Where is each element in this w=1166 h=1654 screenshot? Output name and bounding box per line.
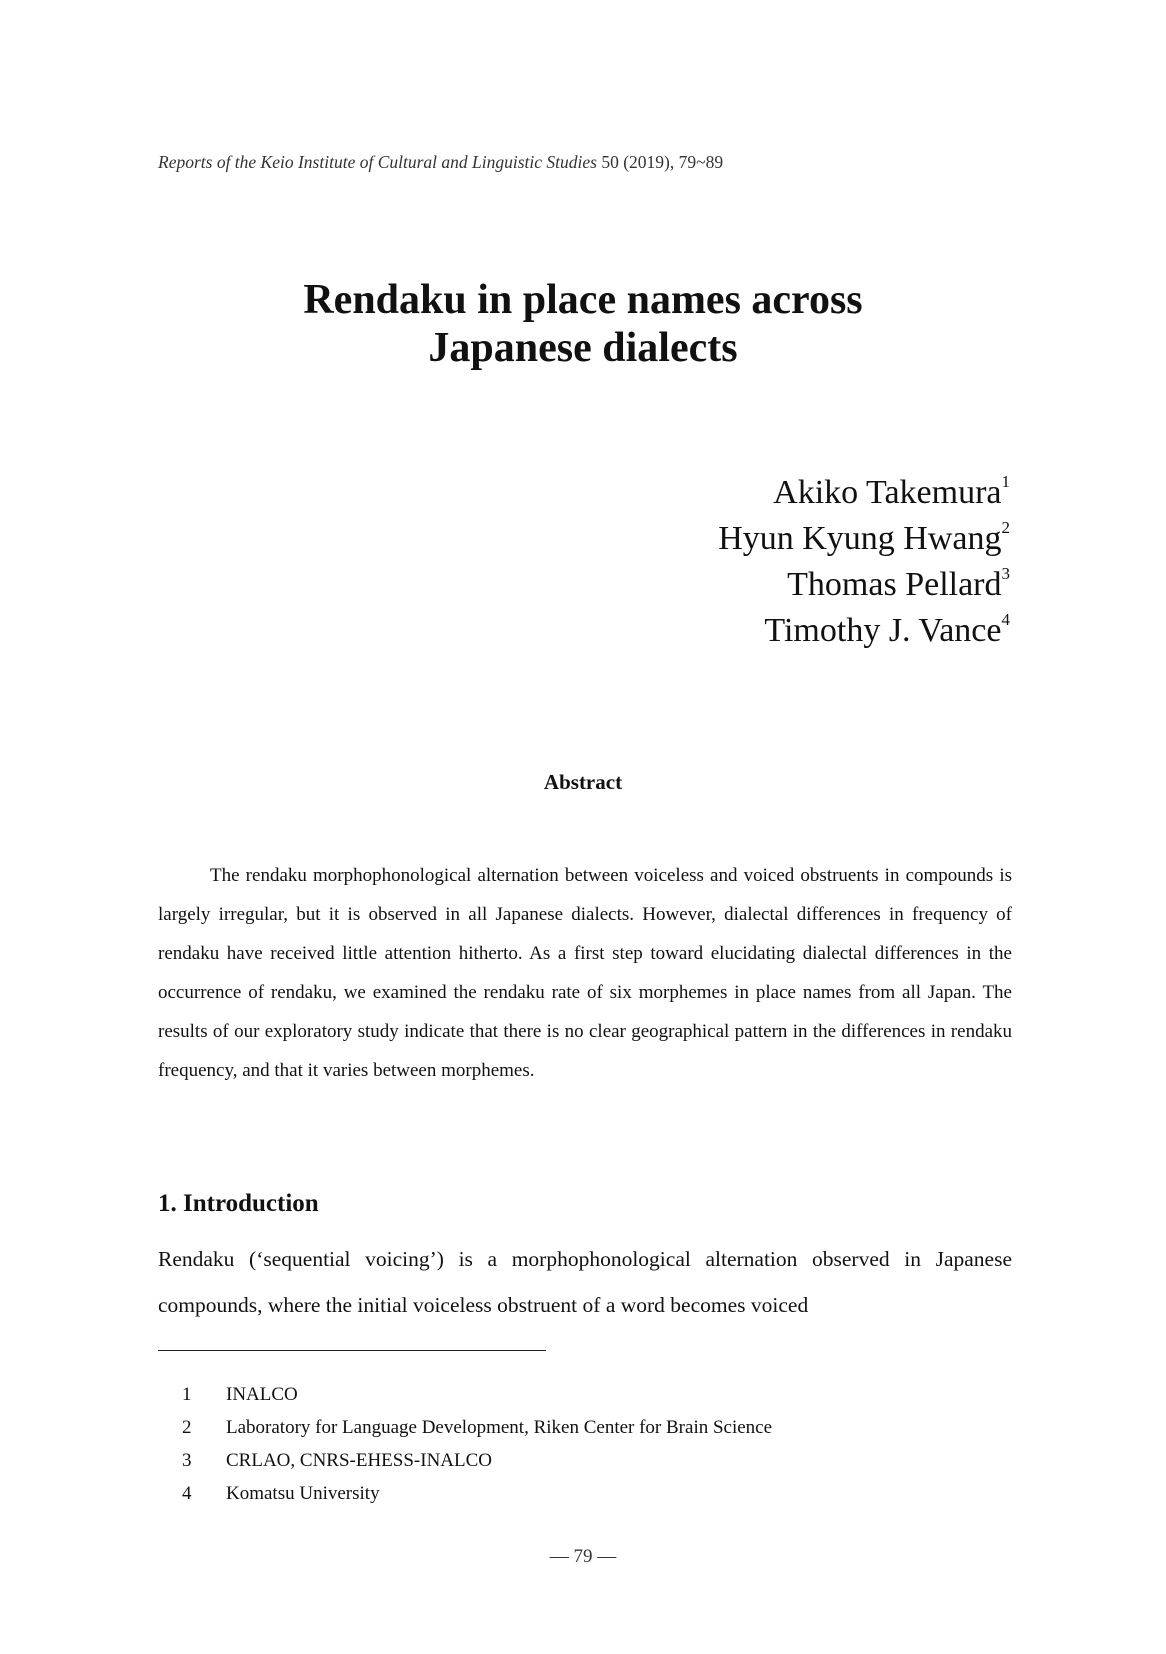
footnote-text: Laboratory for Language Development, Riken Center for Brain Science (226, 1417, 773, 1438)
running-header (158, 152, 723, 173)
footnote-divider (158, 1350, 546, 1351)
abstract-heading: Abstract (543, 770, 623, 794)
author-name: Akiko Takemura (773, 474, 1002, 511)
abstract-text: The rendaku morphophonological alternation between voiceless and voiced obstruents in compounds is largely irregular, but it is observed in all Japanese dialects. However, dialectal differences in frequency of rendaku have received little attention hitherto. As a first step toward elucidating dialectal differences in the occurrence of rendaku, we examined the rendaku rate of six morphemes in place names from all Japan. The results of our exploratory study indicate that there is no clear geographical pattern in the differences in rendaku frequency, and that it varies between morphemes. (158, 865, 1012, 1081)
footnote-number: 1 (182, 1384, 192, 1405)
author-name: Timothy J. Vance (764, 612, 1002, 649)
page-number: — 79 — (549, 1546, 617, 1567)
footnote-2 (158, 1411, 772, 1444)
paper-title (0, 276, 1166, 372)
footnote-text: CRLAO, CNRS-EHESS-INALCO (226, 1450, 493, 1471)
author-name: Thomas Pellard (787, 566, 1002, 603)
footnote-list (158, 1378, 772, 1510)
affiliation-mark: 4 (1001, 610, 1010, 629)
footnote-1 (158, 1378, 772, 1411)
section-heading-introduction: 1. Introduction (158, 1190, 319, 1217)
footnote-4 (158, 1477, 772, 1510)
affiliation-mark: 3 (1001, 564, 1010, 583)
footnote-number: 4 (182, 1483, 192, 1504)
author-3 (718, 562, 1010, 608)
author-4 (718, 608, 1010, 654)
volume-info: 50 (2019), 79~89 (596, 152, 724, 172)
title-line-1: Rendaku in place names across (303, 277, 863, 323)
introduction-text: Rendaku (‘sequential voicing’) is a morphophonological alternation observed in Japanese compounds, where the initial voiceless obstruent of a word becomes voiced (158, 1247, 1012, 1317)
footnote-3 (158, 1444, 772, 1477)
author-list (718, 470, 1010, 654)
footnote-number: 2 (182, 1417, 192, 1438)
affiliation-mark: 2 (1001, 518, 1010, 537)
footnote-text: Komatsu University (226, 1483, 380, 1504)
footnote-number: 3 (182, 1450, 192, 1471)
footnote-text: INALCO (226, 1384, 298, 1405)
affiliation-mark: 1 (1001, 472, 1010, 491)
author-2 (718, 516, 1010, 562)
title-line-2: Japanese dialects (428, 325, 738, 371)
author-1 (718, 470, 1010, 516)
journal-name: Reports of the Keio Institute of Cultural and Linguistic Studies (158, 152, 597, 172)
author-name: Hyun Kyung Hwang (718, 520, 1002, 557)
